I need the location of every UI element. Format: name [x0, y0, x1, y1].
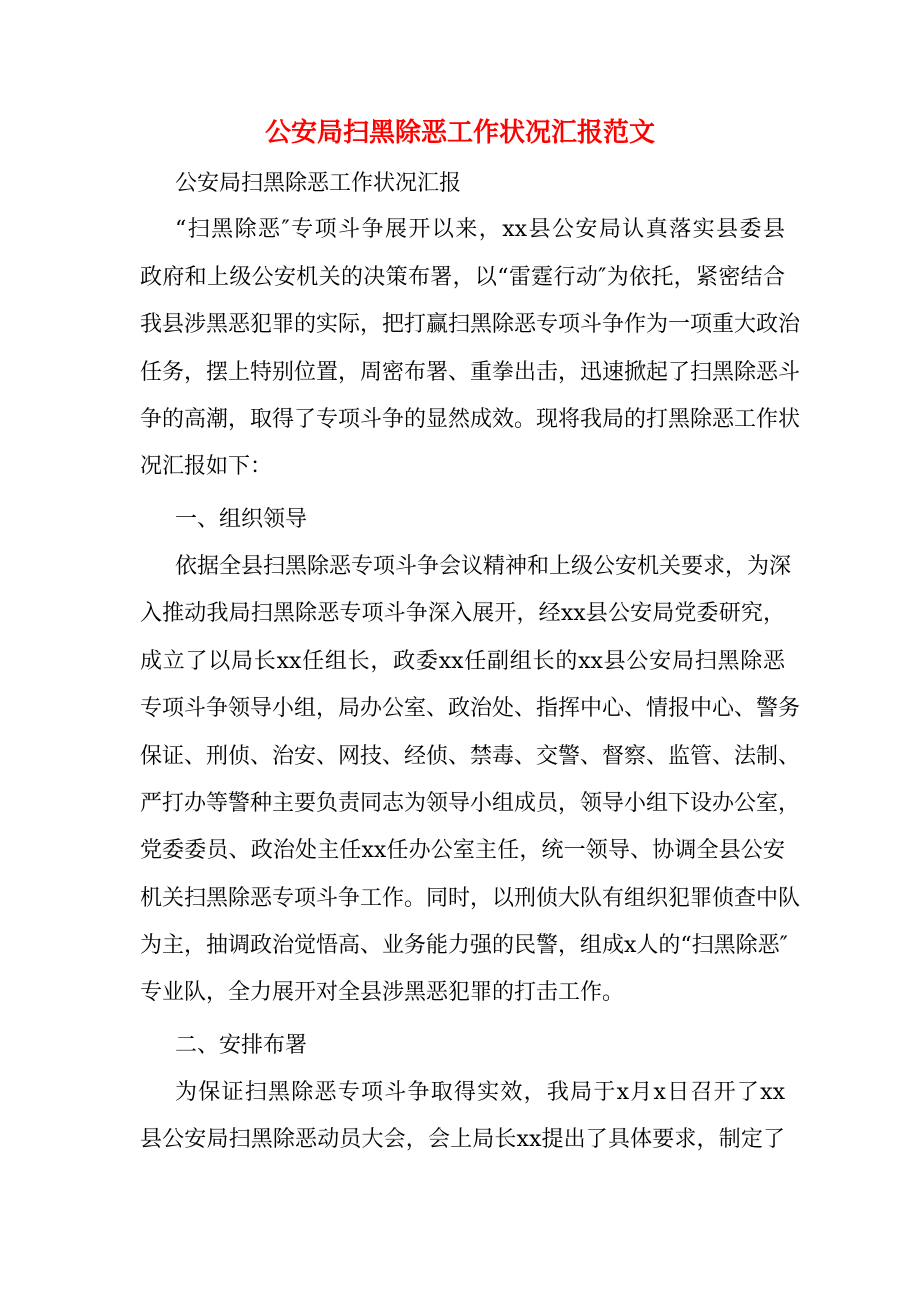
paragraph-line: 依据全县扫黑除恶专项斗争会议精神和上级公安机关要求，为深	[175, 554, 792, 579]
subtitle: 公安局扫黑除恶工作状况汇报	[175, 171, 462, 196]
paragraph-line: 专业队，全力展开对全县涉黑恶犯罪的打击工作。	[140, 980, 625, 1005]
section-heading: 一、组织领导	[175, 507, 308, 532]
paragraph-line: 专项斗争领导小组，局办公室、政治处、指挥中心、情报中心、警务	[140, 696, 801, 721]
document-title: 公安局扫黑除恶工作状况汇报范文	[264, 118, 655, 148]
paragraph-line: 任务，摆上特别位置，周密布署、重拳出击，迅速掀起了扫黑除恶斗	[140, 360, 801, 385]
paragraph-line: 况汇报如下：	[140, 454, 273, 479]
paragraph-line: 我县涉黑恶犯罪的实际，把打赢扫黑除恶专项斗争作为一项重大政治	[140, 312, 801, 337]
paragraph-line: 保证、刑侦、治安、网技、经侦、禁毒、交警、督察、监管、法制、	[140, 744, 801, 769]
paragraph-line: “扫黑除恶″专项斗争展开以来，xx县公安局认真落实县委县	[175, 217, 785, 242]
paragraph-line: 政府和上级公安机关的决策布署，以“雷霆行动″为依托，紧密结合	[140, 265, 785, 290]
paragraph-line: 为保证扫黑除恶专项斗争取得实效，我局于x月x日召开了xx	[175, 1080, 785, 1105]
paragraph-line: 成立了以局长xx任组长，政委xx任副组长的xx县公安局扫黑除恶	[140, 649, 785, 674]
paragraph-line: 争的高潮，取得了专项斗争的显然成效。现将我局的打黑除恶工作状	[140, 407, 801, 432]
paragraph-line: 为主，抽调政治觉悟高、业务能力强的民警，组成x人的“扫黑除恶″	[140, 933, 788, 958]
paragraph-line: 入推动我局扫黑除恶专项斗争深入展开，经xx县公安局党委研究，	[140, 601, 785, 626]
paragraph-line: 县公安局扫黑除恶动员大会，会上局长xx提出了具体要求，制定了	[140, 1127, 785, 1152]
paragraph-line: 机关扫黑除恶专项斗争工作。同时，以刑侦大队有组织犯罪侦查中队	[140, 886, 801, 911]
paragraph-line: 党委委员、政治处主任xx任办公室主任，统一领导、协调全县公安	[140, 838, 785, 863]
paragraph-line: 严打办等警种主要负责同志为领导小组成员，领导小组下设办公室，	[140, 791, 801, 816]
section-heading: 二、安排布署	[175, 1033, 308, 1058]
